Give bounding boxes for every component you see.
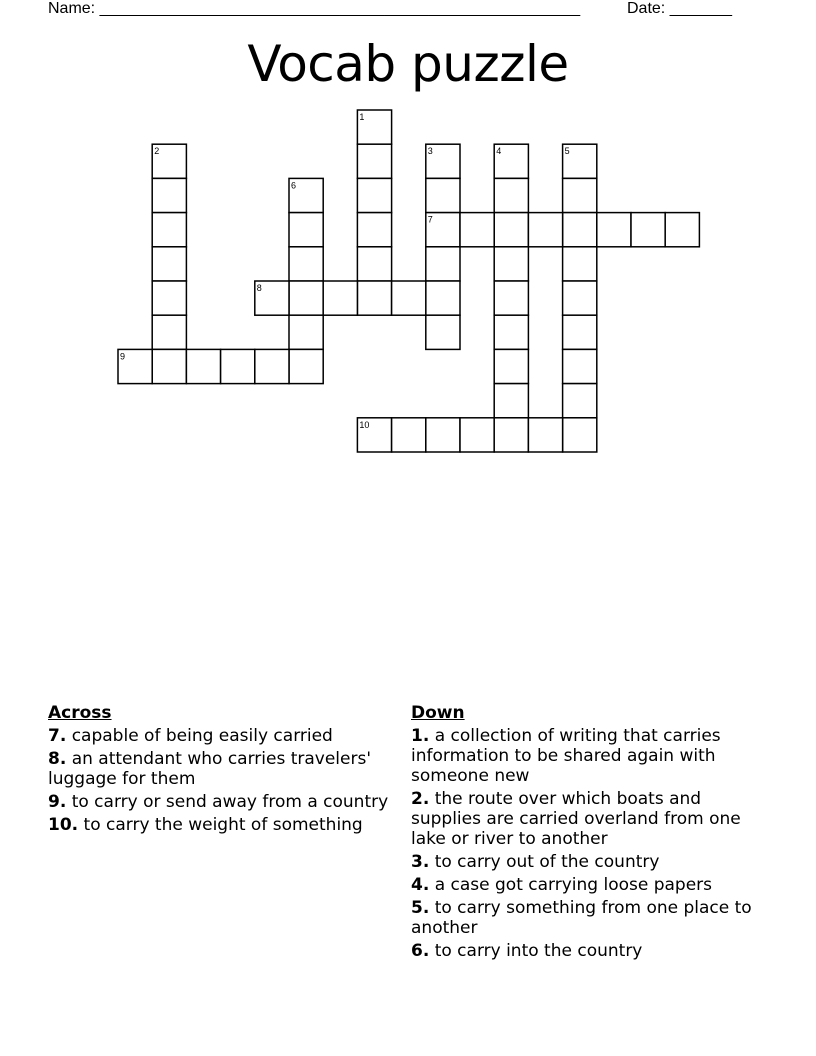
clue-text: the route over which boats and supplies are carried overland from one lake or river to another <box>411 789 741 849</box>
grid-cell[interactable] <box>494 213 528 247</box>
clue-number: 2. <box>411 789 430 809</box>
name-field-label: Name: ______________________________________________________ <box>48 0 581 17</box>
grid-cell[interactable] <box>426 418 460 452</box>
grid-cell[interactable] <box>494 349 528 383</box>
clue-text: to carry something from one place to another <box>411 898 752 938</box>
cell-number: 2 <box>154 146 160 157</box>
grid-cell[interactable] <box>631 213 665 247</box>
clue-number: 6. <box>411 941 430 961</box>
down-clue-4 <box>411 875 769 895</box>
grid-cell[interactable] <box>597 213 631 247</box>
down-clue-6 <box>411 941 769 961</box>
cell-number: 9 <box>120 351 126 362</box>
grid-cell[interactable] <box>563 247 597 281</box>
grid-cell[interactable] <box>563 178 597 212</box>
grid-cell[interactable] <box>426 178 460 212</box>
grid-cell[interactable] <box>494 418 528 452</box>
cell-number: 6 <box>291 180 297 191</box>
grid-cell[interactable] <box>152 315 186 349</box>
across-clue-9 <box>48 792 393 812</box>
grid-cell[interactable] <box>426 315 460 349</box>
grid-cell[interactable] <box>152 247 186 281</box>
grid-cell[interactable] <box>494 281 528 315</box>
grid-cell[interactable] <box>563 349 597 383</box>
down-clue-5 <box>411 898 769 938</box>
clue-number: 3. <box>411 852 430 872</box>
grid-cell[interactable] <box>357 178 391 212</box>
date-field-label: Date: _______ <box>627 0 732 17</box>
clue-text: to carry out of the country <box>434 852 660 872</box>
grid-cell[interactable] <box>494 178 528 212</box>
down-heading: Down <box>411 703 465 723</box>
grid-cell[interactable] <box>460 418 494 452</box>
clue-text: an attendant who carries travelers' luggage for them <box>48 749 371 789</box>
grid-cell[interactable] <box>426 281 460 315</box>
grid-cell[interactable] <box>357 213 391 247</box>
cell-number: 7 <box>427 214 433 225</box>
cell-number: 8 <box>256 283 262 293</box>
crossword-grid <box>0 0 816 470</box>
grid-cell[interactable] <box>460 213 494 247</box>
cell-number: 1 <box>359 112 365 122</box>
across-clue-8 <box>48 749 393 789</box>
grid-cell[interactable] <box>357 144 391 178</box>
clue-number: 9. <box>48 792 67 812</box>
cell-number: 5 <box>564 146 570 157</box>
grid-cell[interactable] <box>665 213 699 247</box>
grid-cell[interactable] <box>563 384 597 418</box>
clue-number: 10. <box>48 815 79 835</box>
clue-number: 4. <box>411 875 430 895</box>
grid-cell[interactable] <box>221 349 255 383</box>
across-heading: Across <box>48 703 112 723</box>
clue-text: to carry into the country <box>434 941 643 961</box>
grid-cell[interactable] <box>289 281 323 315</box>
cell-number: 4 <box>496 146 502 157</box>
grid-cell[interactable] <box>357 281 391 315</box>
grid-cell[interactable] <box>563 418 597 452</box>
grid-cell[interactable] <box>528 213 562 247</box>
clue-number: 7. <box>48 726 67 746</box>
grid-cell[interactable] <box>186 349 220 383</box>
grid-cell[interactable] <box>392 418 426 452</box>
grid-cell[interactable] <box>392 281 426 315</box>
grid-cell[interactable] <box>152 281 186 315</box>
grid-cell[interactable] <box>528 418 562 452</box>
clue-text: to carry or send away from a country <box>71 792 389 812</box>
grid-cell[interactable] <box>563 281 597 315</box>
grid-cell[interactable] <box>494 247 528 281</box>
grid-cell[interactable] <box>357 247 391 281</box>
across-clue-7 <box>48 726 393 746</box>
down-clue-2 <box>411 789 769 849</box>
clue-text: a collection of writing that carries information to be shared again with someone new <box>411 726 721 786</box>
clue-number: 1. <box>411 726 430 746</box>
grid-cell[interactable] <box>289 213 323 247</box>
page-title: Vocab puzzle <box>247 35 569 93</box>
grid-cell[interactable] <box>426 247 460 281</box>
down-clue-1 <box>411 726 769 786</box>
down-clues <box>411 703 769 964</box>
clue-number: 5. <box>411 898 430 918</box>
clue-number: 8. <box>48 749 67 769</box>
grid-cell[interactable] <box>255 349 289 383</box>
grid-cell[interactable] <box>289 315 323 349</box>
clue-text: to carry the weight of something <box>83 815 363 835</box>
grid-cell[interactable] <box>494 315 528 349</box>
grid-cell[interactable] <box>323 281 357 315</box>
grid-cell[interactable] <box>289 247 323 281</box>
grid-cell[interactable] <box>152 213 186 247</box>
grid-cell[interactable] <box>152 178 186 212</box>
across-clue-10 <box>48 815 393 835</box>
across-clues <box>48 703 393 838</box>
grid-cell[interactable] <box>289 349 323 383</box>
cell-number: 10 <box>359 419 370 430</box>
grid-cell[interactable] <box>563 213 597 247</box>
clue-text: capable of being easily carried <box>71 726 333 746</box>
grid-cell[interactable] <box>152 349 186 383</box>
down-clue-3 <box>411 852 769 872</box>
grid-cell[interactable] <box>563 315 597 349</box>
cell-number: 3 <box>427 146 433 157</box>
clue-text: a case got carrying loose papers <box>434 875 713 895</box>
grid-cell[interactable] <box>494 384 528 418</box>
